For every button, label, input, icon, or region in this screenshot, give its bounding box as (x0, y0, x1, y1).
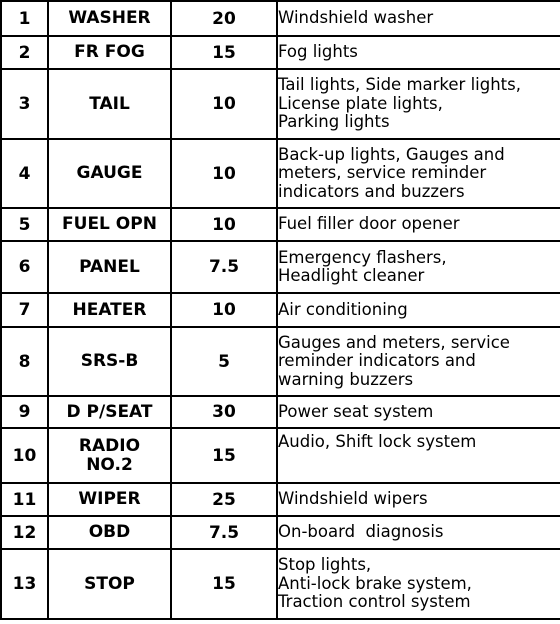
fuse-number: 3 (1, 69, 48, 139)
fuse-name-line: PANEL (79, 256, 140, 277)
table-row (1, 1, 560, 36)
fuse-name-line: NO.2 (86, 454, 133, 475)
fuse-name-line: WASHER (68, 8, 151, 28)
fuse-name (48, 69, 171, 139)
fuse-name-line: WIPER (78, 489, 141, 509)
fuse-table-body (1, 1, 560, 619)
fuse-circuit (277, 293, 560, 327)
circuit-line: Fog lights (278, 42, 358, 62)
fuse-name-line: D P/SEAT (66, 401, 153, 422)
fuse-number: 4 (1, 139, 48, 208)
fuse-ampere: 25 (171, 483, 277, 516)
circuit-line: Stop lights, (278, 555, 372, 575)
fuse-name (48, 483, 171, 516)
fuse-name (48, 1, 171, 36)
circuit-line: Parking lights (278, 112, 390, 132)
fuse-number: 12 (1, 516, 48, 549)
fuse-name (48, 139, 171, 208)
fuse-name (48, 327, 171, 396)
fuse-ampere: 10 (171, 139, 277, 208)
fuse-name-line: RADIO (78, 435, 141, 456)
fuse-number: 7 (1, 293, 48, 327)
fuse-name-line: TAIL (89, 93, 130, 114)
circuit-line: Windshield washer (278, 8, 434, 28)
fuse-number: 5 (1, 208, 48, 241)
fuse-ampere: 7.5 (171, 241, 277, 293)
fuse-number: 13 (1, 549, 48, 619)
fuse-ampere: 30 (171, 396, 277, 428)
fuse-name (48, 549, 171, 619)
circuit-line: reminder indicators and (278, 351, 476, 371)
fuse-name (48, 36, 171, 69)
fuse-ampere: 15 (171, 428, 277, 483)
fuse-circuit (277, 549, 560, 619)
table-row (1, 208, 560, 241)
fuse-name (48, 241, 171, 293)
table-row (1, 483, 560, 516)
fuse-circuit (277, 36, 560, 69)
fuse-ampere: 15 (171, 36, 277, 69)
table-row (1, 139, 560, 208)
fuse-circuit (277, 483, 560, 516)
circuit-line: indicators and buzzers (278, 181, 465, 201)
fuse-name (48, 208, 171, 241)
fuse-ampere: 5 (171, 327, 277, 396)
circuit-line: meters, service reminder (278, 163, 487, 183)
circuit-line: License plate lights, (278, 93, 443, 113)
fuse-number: 9 (1, 396, 48, 428)
table-row (1, 36, 560, 69)
fuse-circuit (277, 327, 560, 396)
fuse-name-line: FR FOG (74, 42, 145, 62)
fuse-number: 8 (1, 327, 48, 396)
fuse-name-line: HEATER (72, 299, 147, 320)
fuse-ampere: 15 (171, 549, 277, 619)
fuse-circuit (277, 241, 560, 293)
fuse-ampere: 20 (171, 1, 277, 36)
table-row (1, 516, 560, 549)
table-row (1, 241, 560, 293)
fuse-circuit (277, 516, 560, 549)
fuse-ampere: 10 (171, 208, 277, 241)
circuit-line: Fuel filler door opener (278, 214, 460, 234)
table-row (1, 327, 560, 396)
fuse-number: 11 (1, 483, 48, 516)
fuse-number: 10 (1, 428, 48, 483)
fuse-name-line: SRS-B (80, 351, 139, 371)
circuit-line: Anti-lock brake system, (278, 573, 472, 593)
fuse-circuit (277, 208, 560, 241)
fuse-name (48, 396, 171, 428)
circuit-line: Headlight cleaner (278, 266, 425, 285)
fuse-circuit (277, 428, 560, 483)
fuse-number: 6 (1, 241, 48, 293)
table-row (1, 293, 560, 327)
circuit-line: warning buzzers (278, 369, 414, 389)
fuse-number: 1 (1, 1, 48, 36)
fuse-ampere: 10 (171, 69, 277, 139)
fuse-ampere: 7.5 (171, 516, 277, 549)
fuse-name (48, 516, 171, 549)
fuse-name (48, 293, 171, 327)
circuit-line: Gauges and meters, service (278, 332, 510, 352)
table-row (1, 549, 560, 619)
circuit-line: Traction control system (278, 592, 471, 612)
fuse-circuit (277, 139, 560, 208)
table-row (1, 69, 560, 139)
circuit-line: Tail lights, Side marker lights, (278, 75, 521, 95)
circuit-line: Emergency flashers, (278, 247, 447, 267)
circuit-line: Windshield wipers (278, 489, 428, 509)
fuse-ampere: 10 (171, 293, 277, 327)
fuse-circuit (277, 1, 560, 36)
table-row (1, 396, 560, 428)
fuse-name-line: OBD (88, 522, 131, 542)
table-row (1, 428, 560, 483)
fuse-name (48, 428, 171, 483)
circuit-line: Audio, Shift lock system (278, 432, 477, 451)
circuit-line: Air conditioning (278, 299, 408, 319)
fuse-number: 2 (1, 36, 48, 69)
fuse-name-line: GAUGE (76, 163, 143, 183)
circuit-line: On-board diagnosis (278, 522, 444, 542)
fuse-name-line: FUEL OPN (62, 214, 157, 234)
circuit-line: Power seat system (278, 401, 434, 421)
fuse-circuit (277, 69, 560, 139)
fuse-name-line: STOP (84, 573, 135, 594)
circuit-line: Back-up lights, Gauges and (278, 144, 505, 164)
fuse-circuit (277, 396, 560, 428)
